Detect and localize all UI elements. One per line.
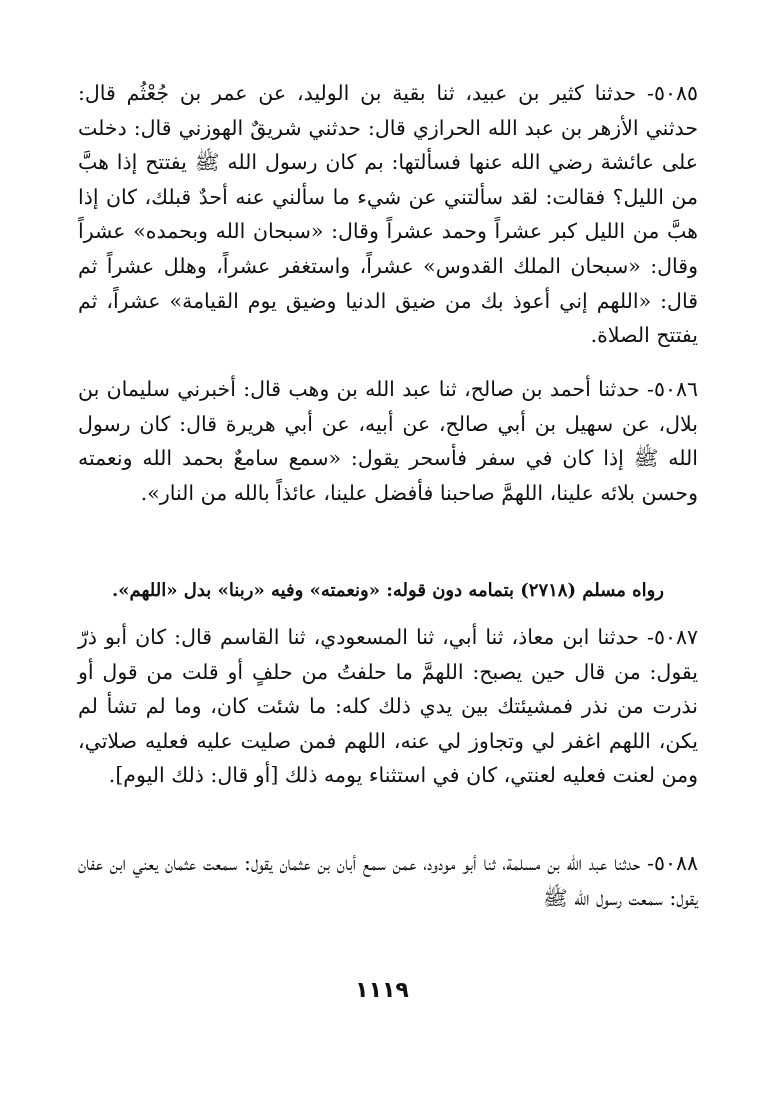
hadith-5087: ٥٠٨٧- حدثنا ابن معاذ، ثنا أبي، ثنا المسعودي، ثنا القاسم قال: كان أبو ذرّ يقول: من قال حين يصبح: اللهمَّ ما حلفتُ من حلفٍ أو قلت من قول أو نذرت من نذر فمشيئتك بين يدي ذلك كله: ما شئت كان، وما لم تشأ لم يكن، اللهم اغفر لي وتجاوز لي عنه، اللهم فمن صليت عليه فعليه صلاتي، ومن لعنت فعليه لعنتي، كان في استثناء يومه ذلك [أو قال: ذلك اليوم]. xyxy=(78,625,698,788)
hadith-5086: ٥٠٨٦- حدثنا أحمد بن صالح، ثنا عبد الله بن وهب قال: أخبرني سليمان بن بلال، عن سهيل بن أبي صالح، عن أبيه، عن أبي هريرة قال: كان رسول الله ﷺ إذا كان في سفر فأسحر يقول: «سمع سامعٌ بحمد الله ونعمته وحسن بلائه علينا، اللهمَّ صاحبنا فأفضل علينا، عائذاً بالله من النار». xyxy=(78,377,698,505)
page-number: ١١١٩ xyxy=(355,978,409,1003)
hadith-5088: ٥٠٨٨- حدثنا عبد الله بن مسلمة، ثنا أبو مودود، عمن سمع أبان بن عثمان يقول: سمعت عثمان يعني ابن عفان يقول: سمعت رسول الله ﷺ xyxy=(78,851,698,910)
hadith-5085: ٥٠٨٥- حدثنا كثير بن عبيد، ثنا بقية بن الوليد، عن عمر بن جُعْثُم قال: حدثني الأزهر بن عبد الله الحرازي قال: حدثني شريقٌ الهوزني قال: دخلت على عائشة رضي الله عنها فسألتها: بم كان رسول الله ﷺ يفتتح إذا هبَّ من الليل؟ فقالت: لقد سألتني عن شيء ما سألني عنه أحدٌ قبلك، كان إذا هبَّ من الليل كبر عشراً وحمد عشراً وقال: «سبحان الله وبحمده» عشراً وقال: «سبحان الملك القدوس» عشراً، واستغفر عشراً، وهلل عشراً ثم قال: «اللهم إني أعوذ بك من ضيق الدنيا وضيق يوم القيامة» عشراً، ثم يفتتح الصلاة. xyxy=(78,81,698,348)
grading-note: رواه مسلم (٢٧١٨) بتمامه دون قوله: «ونعمته» وفيه «ربنا» بدل «اللهم». xyxy=(112,580,664,601)
